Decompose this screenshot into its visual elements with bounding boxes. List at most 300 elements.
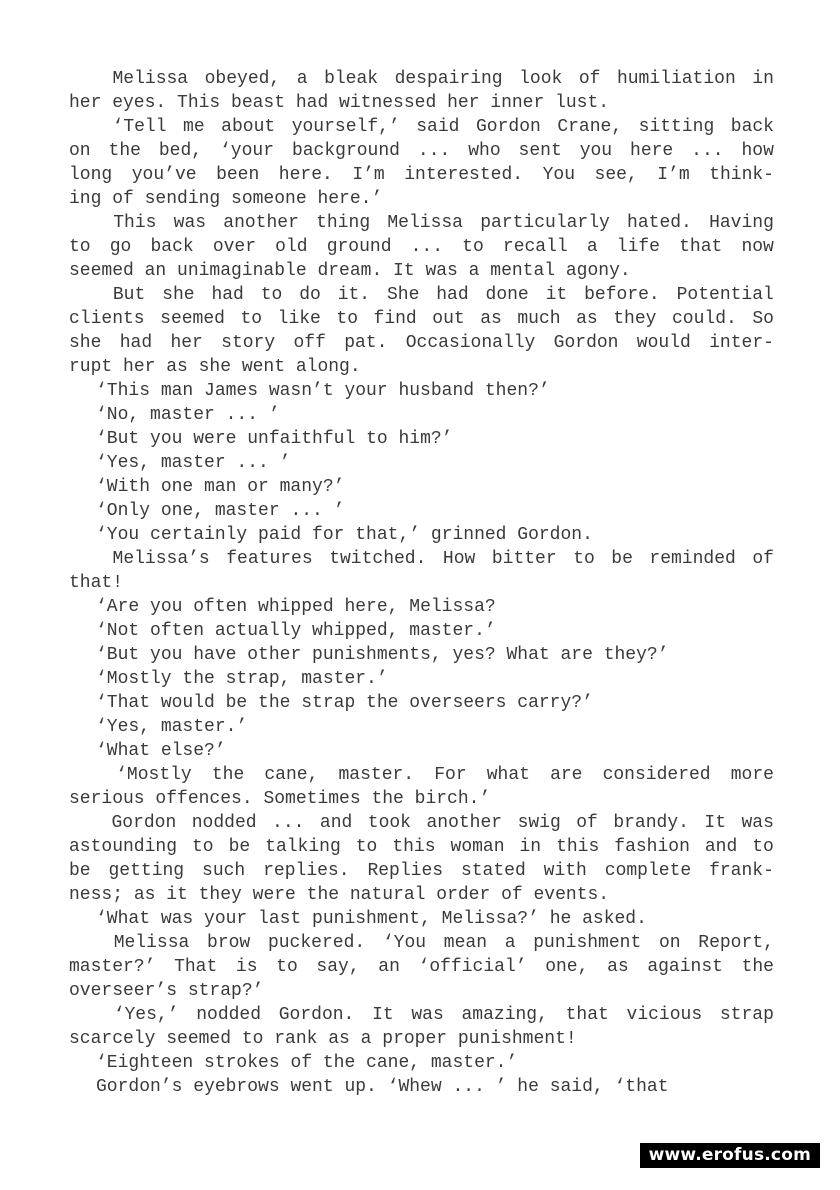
word: offences. [155, 789, 253, 809]
word: that [679, 237, 723, 257]
word: paid [258, 525, 302, 545]
paragraph-indent [69, 547, 96, 571]
word: ’ [333, 501, 345, 521]
word: would [160, 693, 215, 713]
paragraph-indent [69, 1051, 96, 1075]
word: ‘Only [96, 501, 151, 521]
word: fashion [614, 837, 690, 857]
word: ’ [495, 1077, 507, 1097]
word: master [160, 453, 226, 473]
word: in [519, 837, 542, 857]
word: ‘Tell [112, 117, 167, 137]
word: ... [452, 1077, 485, 1097]
paragraph-indent [69, 403, 96, 427]
word: ‘You [96, 525, 140, 545]
word: eyebrows [193, 1077, 280, 1097]
word: How [442, 549, 476, 569]
word: the [306, 885, 340, 905]
word: what [486, 765, 530, 785]
word: obeyed, [204, 69, 281, 89]
word: you’ve [131, 165, 197, 185]
word: proper [382, 1029, 448, 1049]
word: unimaginable [177, 261, 307, 281]
paragraph-indent [69, 1003, 96, 1027]
word: Gordon’s [96, 1077, 183, 1097]
word: master. [338, 765, 415, 785]
word: master.’ [160, 717, 248, 737]
word: ... [225, 405, 259, 425]
word: seemed [69, 261, 134, 281]
word: man [160, 381, 194, 401]
word: reminded [649, 549, 736, 569]
word: order [436, 885, 491, 905]
word: was [741, 813, 774, 833]
word: sending [144, 189, 221, 209]
word: up. [344, 1077, 377, 1097]
word: a [468, 261, 480, 281]
word: ... [236, 453, 269, 473]
word: amazing, [461, 1005, 548, 1025]
word: strap [301, 693, 356, 713]
word: a [586, 237, 598, 257]
word: sent [518, 141, 562, 161]
word: beast [231, 93, 286, 113]
text-line [69, 403, 774, 427]
word: inner [490, 93, 545, 113]
word: here, [344, 597, 399, 617]
word: how [741, 141, 774, 161]
text-line [69, 883, 774, 907]
word: the [211, 765, 245, 785]
word: James [204, 381, 259, 401]
text-line [69, 835, 774, 859]
word: to [336, 309, 358, 329]
word: ‘Yes,’ [113, 1005, 179, 1025]
word: is [235, 957, 258, 977]
word: to [192, 837, 214, 857]
word: humiliation [616, 69, 736, 89]
word: ‘Mostly [96, 669, 172, 689]
word: to [366, 429, 388, 449]
word: much [517, 309, 561, 329]
text-line [69, 139, 774, 163]
word: Melissa [112, 69, 189, 89]
word: of [752, 549, 774, 569]
word: birch.’ [414, 789, 491, 809]
word: actually [214, 621, 302, 641]
text-line [69, 715, 774, 739]
word: say, [316, 957, 360, 977]
word: about [221, 117, 276, 137]
word: her [123, 357, 156, 377]
word: was [425, 261, 458, 281]
word: to [573, 549, 595, 569]
word: ... [410, 237, 444, 257]
word: ... [691, 141, 724, 161]
word: features [226, 549, 313, 569]
word: Gordon [475, 117, 541, 137]
text-line [69, 907, 774, 931]
word: rupt [69, 357, 113, 377]
word: bed, [158, 141, 203, 161]
word: ‘With [96, 477, 151, 497]
word: swig [517, 813, 561, 833]
word: ness; [69, 885, 124, 905]
word: to [240, 309, 263, 329]
word: be [228, 837, 251, 857]
word: you [150, 645, 183, 665]
word: they [613, 309, 657, 329]
word: as [607, 957, 629, 977]
word: rank [274, 1029, 318, 1049]
word: that,’ [355, 525, 421, 545]
word: other [247, 645, 302, 665]
word: thing [316, 213, 371, 233]
text-line [69, 91, 774, 115]
word: talking [265, 837, 341, 857]
text-line [69, 571, 774, 595]
word: over [212, 237, 257, 257]
paragraph-indent [69, 739, 96, 763]
word: your [344, 381, 388, 401]
word: ‘Mostly [116, 765, 192, 785]
paragraph-indent [69, 211, 96, 235]
paragraph-indent [69, 451, 96, 475]
word: scarcely [69, 1029, 156, 1049]
word: That [174, 957, 218, 977]
word: serious [69, 789, 145, 809]
word: him?’ [398, 429, 453, 449]
word: ‘That [96, 693, 151, 713]
word: said [416, 117, 460, 137]
word: could. [672, 309, 737, 329]
word: overseers [409, 693, 507, 713]
word: interested. [404, 165, 524, 185]
word: that [565, 1005, 609, 1025]
word: here. [278, 165, 333, 185]
word: ‘Yes, [96, 717, 151, 737]
word: lust. [555, 93, 610, 113]
word: ‘Whew [387, 1077, 442, 1097]
word: they?’ [603, 645, 669, 665]
body-text [69, 67, 774, 1099]
word: replies. [263, 861, 350, 881]
word: then?’ [484, 381, 550, 401]
text-line [69, 787, 774, 811]
text-line [69, 427, 774, 451]
word: as [166, 357, 188, 377]
word: before. [584, 285, 660, 305]
word: of [501, 885, 523, 905]
word: nodded [191, 813, 257, 833]
word: It [704, 813, 727, 833]
word: and [319, 813, 353, 833]
word: eyes. [112, 93, 167, 113]
paragraph-indent [69, 115, 96, 139]
word: ‘What [96, 909, 151, 929]
word: Gordon [553, 333, 619, 353]
text-line [69, 763, 774, 787]
word: recall [502, 237, 568, 257]
word: or [247, 477, 269, 497]
word: man [204, 477, 237, 497]
text-line [69, 211, 774, 235]
text-line [69, 283, 774, 307]
text-line [69, 259, 774, 283]
word: were [193, 429, 237, 449]
word: events. [533, 885, 610, 905]
paragraph-indent [69, 811, 96, 835]
word: dream. [317, 261, 383, 281]
word: here [630, 141, 674, 161]
word: Occasionally [405, 333, 536, 353]
paragraph-indent [69, 67, 96, 91]
word: agony. [565, 261, 631, 281]
text-line [69, 667, 774, 691]
word: hated. [627, 213, 692, 233]
word: ‘You [382, 933, 427, 953]
word: think- [709, 165, 774, 185]
word: twitched. [329, 549, 427, 569]
word: Melissa?’ [441, 909, 539, 929]
word: yourself,’ [291, 117, 400, 137]
word: clients [69, 309, 145, 329]
word: you [579, 141, 613, 161]
word: her [170, 333, 203, 353]
word: unfaithful [247, 429, 356, 449]
word: been [216, 165, 260, 185]
text-line [69, 1075, 774, 1099]
word: ... [417, 141, 451, 161]
word: I’m [352, 165, 385, 185]
word: certainly [150, 525, 248, 545]
word: cane, [366, 1053, 421, 1073]
paragraph-indent [69, 595, 96, 619]
word: do [299, 285, 321, 305]
paragraph-indent [69, 619, 96, 643]
word: she [162, 285, 195, 305]
word: ‘No, [96, 405, 140, 425]
text-line [69, 187, 774, 211]
paragraph-indent [69, 379, 96, 403]
word: seemed [160, 309, 225, 329]
word: master.’ [409, 621, 496, 641]
word: master [150, 405, 215, 425]
text-line [69, 307, 774, 331]
word: see, [594, 165, 638, 185]
text-line [69, 115, 774, 139]
word: to [69, 237, 91, 257]
word: had [295, 93, 329, 113]
word: For [434, 765, 467, 785]
paragraph-indent [69, 643, 96, 667]
word: done [485, 285, 529, 305]
word: inter- [709, 333, 774, 353]
word: ‘your [220, 141, 275, 161]
word: Melissa [387, 213, 463, 233]
word: considered [602, 765, 711, 785]
word: brow [207, 933, 251, 953]
word: find [373, 309, 417, 329]
word: ... [290, 501, 323, 521]
word: he [517, 1077, 539, 1097]
word: went [241, 357, 286, 377]
word: ‘But [96, 429, 140, 449]
word: who [468, 141, 501, 161]
word: another [223, 213, 299, 233]
word: to [355, 837, 378, 857]
word: It [393, 261, 415, 281]
paragraph-indent [69, 475, 96, 499]
word: natural [349, 885, 426, 905]
word: often [150, 621, 205, 641]
word: whipped, [312, 621, 399, 641]
text-line [69, 931, 774, 955]
word: had [211, 285, 244, 305]
text-line [69, 811, 774, 835]
word: asked. [582, 909, 647, 929]
word: out [432, 309, 465, 329]
word: ‘that [614, 1077, 669, 1097]
word: her [447, 93, 480, 113]
word: complete [604, 861, 692, 881]
word: whipped [258, 597, 334, 617]
word: It [372, 1005, 394, 1025]
word: with [543, 861, 587, 881]
word: on [658, 933, 681, 953]
word: would [636, 333, 691, 353]
word: Melissa? [409, 597, 496, 617]
word: it. [337, 285, 371, 305]
word: of [112, 189, 134, 209]
word: Replies [367, 861, 444, 881]
text-line [69, 355, 774, 379]
word: You [542, 165, 575, 185]
word: the [366, 693, 399, 713]
word: ‘Not [96, 621, 140, 641]
word: be [611, 549, 633, 569]
word: that! [69, 573, 124, 593]
word: ‘Yes, [96, 453, 151, 473]
paragraph-indent [69, 427, 96, 451]
word: of [290, 1053, 313, 1073]
site-watermark: www.erofus.com [640, 1143, 820, 1168]
word: This [113, 213, 157, 233]
word: on [69, 141, 91, 161]
word: the [108, 141, 141, 161]
word: here.’ [317, 189, 383, 209]
word: woman [450, 837, 505, 857]
word: old [275, 237, 308, 257]
word: stated [460, 861, 526, 881]
text-line [69, 859, 774, 883]
word: look [519, 69, 563, 89]
word: for [312, 525, 345, 545]
word: long [69, 165, 113, 185]
word: master [214, 501, 280, 521]
word: strap, [225, 669, 291, 689]
word: along. [295, 357, 361, 377]
word: nodded [196, 1005, 262, 1025]
text-line [69, 523, 774, 547]
word: the [322, 1053, 356, 1073]
word: story [221, 333, 276, 353]
word: ing [69, 189, 102, 209]
word: in [752, 69, 774, 89]
text-line [69, 595, 774, 619]
word: be [225, 693, 248, 713]
word: they [198, 885, 242, 905]
word: Gordon [111, 813, 177, 833]
word: ’ [279, 453, 291, 473]
word: mental [490, 261, 556, 281]
word: Crane, [557, 117, 623, 137]
word: a [360, 1029, 372, 1049]
word: as [480, 309, 502, 329]
word: more [730, 765, 774, 785]
paragraph-indent [69, 499, 96, 523]
paragraph-indent [69, 763, 96, 787]
word: ‘official’ [418, 957, 527, 977]
text-line [69, 691, 774, 715]
word: said, [549, 1077, 604, 1097]
word: the [371, 789, 404, 809]
word: punishment! [457, 1029, 577, 1049]
word: this [392, 837, 436, 857]
word: ‘This [96, 381, 151, 401]
word: Gordon. [278, 1005, 355, 1025]
word: a [296, 69, 308, 89]
word: sitting [638, 117, 715, 137]
word: yes? [452, 645, 496, 665]
paragraph-indent [69, 1075, 96, 1099]
word: had [436, 285, 469, 305]
word: puckered. [267, 933, 366, 953]
word: go [109, 237, 132, 257]
word: the [258, 693, 291, 713]
paragraph-indent [69, 715, 96, 739]
text-line [69, 1003, 774, 1027]
word: Gordon. [517, 525, 593, 545]
text-line [69, 235, 774, 259]
word: someone [231, 189, 307, 209]
word: Potential [676, 285, 774, 305]
word: it [545, 285, 568, 305]
word: back [730, 117, 774, 137]
paragraph-indent [69, 283, 96, 307]
word: and [704, 837, 738, 857]
word: took [367, 813, 411, 833]
word: ‘Are [96, 597, 140, 617]
word: as [133, 885, 156, 905]
word: are [550, 765, 583, 785]
word: But [112, 285, 146, 305]
word: me [183, 117, 205, 137]
word: often [193, 597, 248, 617]
word: witnessed [339, 93, 437, 113]
word: Sometimes [263, 789, 361, 809]
word: as [328, 1029, 350, 1049]
word: she [198, 357, 232, 377]
word: many?’ [279, 477, 345, 497]
word: punishment, [312, 909, 431, 929]
word: punishment [533, 933, 642, 953]
word: Having [709, 213, 774, 233]
word: like [277, 309, 321, 329]
word: to [462, 237, 484, 257]
word: to [752, 837, 774, 857]
paragraph-indent [69, 931, 96, 955]
